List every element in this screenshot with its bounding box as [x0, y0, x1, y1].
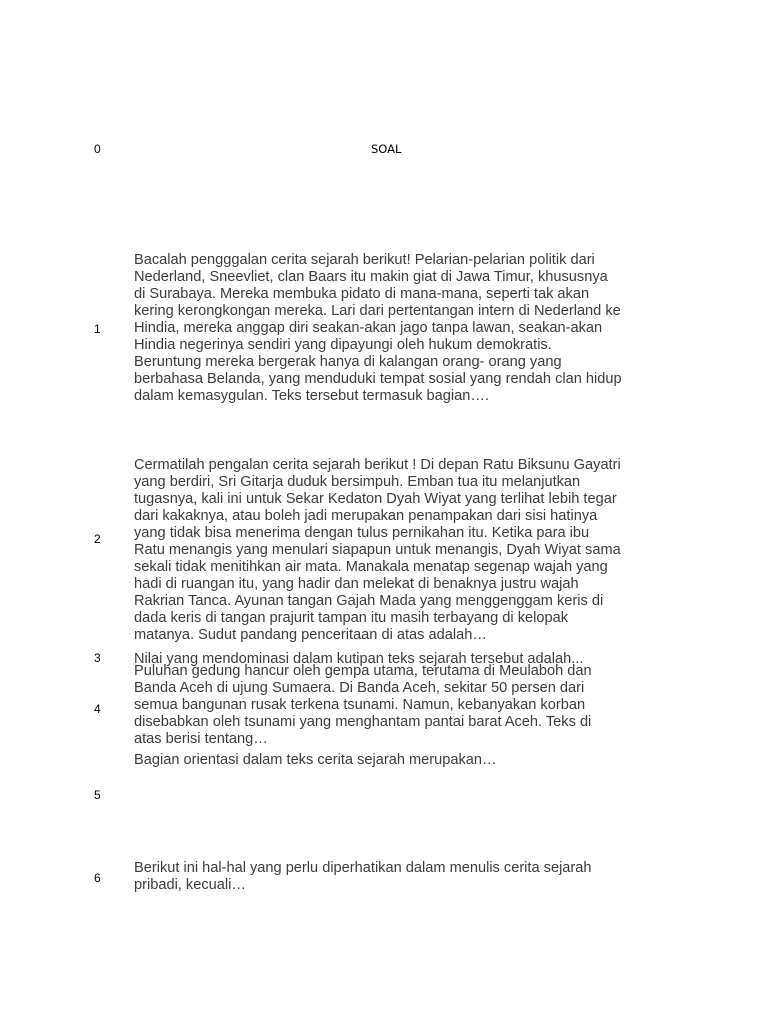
question-text-3: Nilai yang mendominasi dalam kutipan teks sejarah tersebut adalah...	[134, 651, 584, 667]
question-number-1: 1	[94, 322, 101, 336]
question-number-2: 2	[94, 532, 101, 546]
question-text-2: Cermatilah pengalan cerita sejarah berikut ! Di depan Ratu Biksunu Gayatri yang berdiri, Sri Gitarja duduk bersimpuh. Emban tua itu melanjutkan tugasnya, kali ini untuk Sekar Kedaton Dyah Wiyat yang terlihat lebih tegar dari kakaknya, atau boleh jadi merupakan penampakan dari sisi hatinya yang tidak bisa menerima dengan tulus pernikahan itu. Ketika para ibu Ratu menangis yang menulari siapapun untuk menangis, Dyah Wiyat sama sekali tidak menitihkan air mata. Manakala menatap segenap wajah yang hadi di ruangan itu, yang hadir dan melekat di benaknya justru wajah Rakrian Tanca. Ayunan tangan Gajah Mada yang menggenggam keris di dada keris di tangan prajurit tampan itu masih terbayang di kelopak matanya. Sudut pandang penceritaan di atas adalah…	[134, 457, 621, 643]
question-text-1: Bacalah pengggalan cerita sejarah berikut! Pelarian-pelarian politik dari Nederland, Sneevliet, clan Baars itu makin giat di Jawa Timur, khususnya di Surabaya. Mereka membuka pidato di mana-mana, seperti tak akan kering kerongkongan mereka. Lari dari pertentangan intern di Nederland ke Hindia, mereka anggap diri seakan-akan jago tanpa lawan, seakan-akan Hindia negerinya sendiri yang dipayungi oleh hukum demokratis. Beruntung mereka bergerak hanya di kalangan orang- orang yang berbahasa Belanda, yang menduduki tempat sosial yang rendah clan hidup dalam kemasygulan. Teks tersebut termasuk bagian….	[134, 252, 622, 404]
question-number-3: 3	[94, 651, 101, 665]
header-index: 0	[94, 142, 101, 156]
page-title: SOAL	[371, 142, 402, 156]
question-text-5: Bagian orientasi dalam teks cerita sejarah merupakan…	[134, 752, 497, 768]
question-number-6: 6	[94, 871, 101, 885]
question-text-4: Puluhan gedung hancur oleh gempa utama, terutama di Meulaboh dan Banda Aceh di ujung Sumaera. Di Banda Aceh, sekitar 50 persen dari semua bangunan rusak terkena tsunami. Namun, kebanyakan korban disebabkan oleh tsunami yang menghantam pantai barat Aceh. Teks di atas berisi tentang…	[134, 663, 592, 747]
question-number-4: 4	[94, 702, 101, 716]
question-text-6: Berikut ini hal-hal yang perlu diperhatikan dalam menulis cerita sejarah pribadi, kecuali…	[134, 860, 592, 893]
question-number-5: 5	[94, 788, 101, 802]
